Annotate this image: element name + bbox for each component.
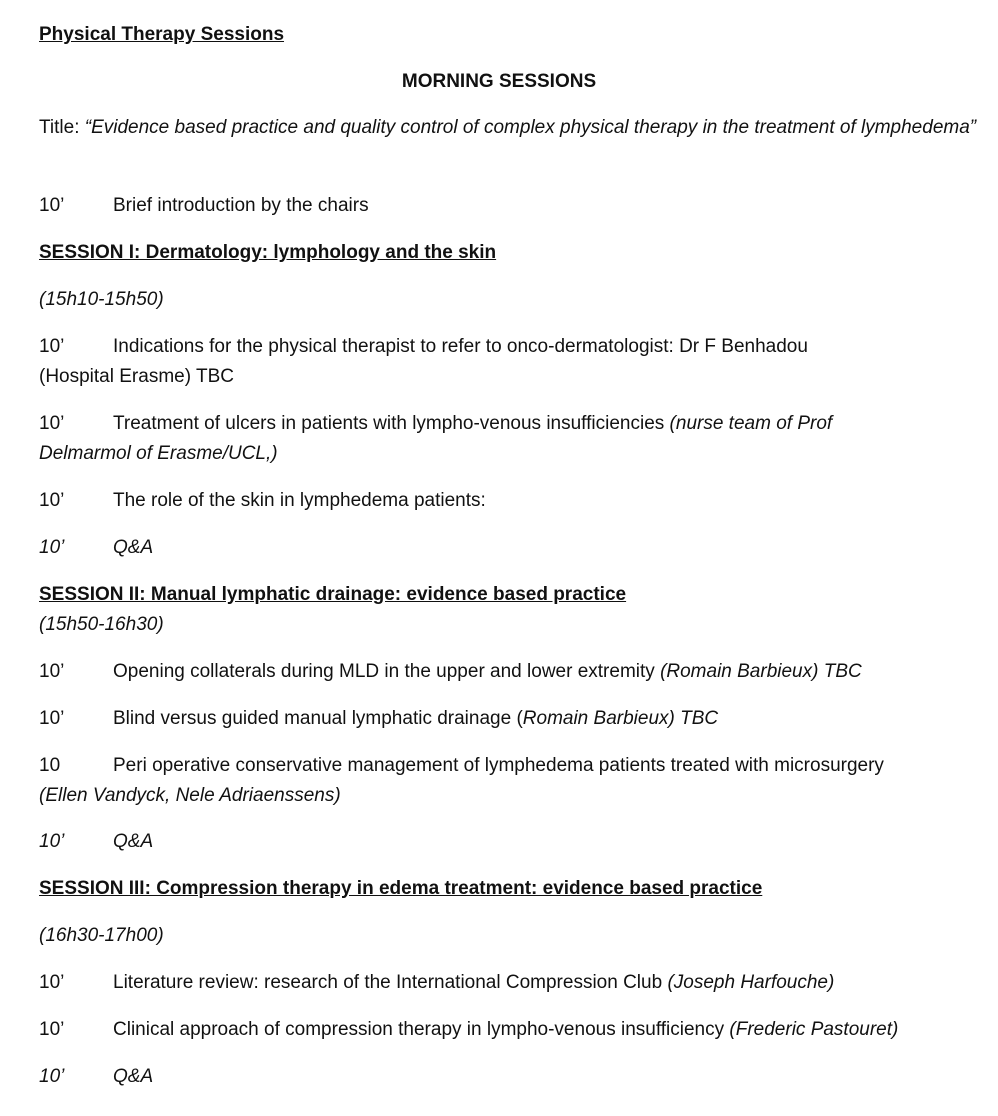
title-text: “Evidence based practice and quality control of complex physical therapy in the treatment of lymphedema”	[84, 117, 977, 138]
item-duration: 10	[39, 755, 61, 776]
item-duration: 10’	[39, 972, 65, 993]
item-duration: 10’	[39, 831, 65, 852]
item-text: Literature review: research of the International Compression Club	[113, 972, 668, 993]
session-3-time: (16h30-17h00)	[39, 925, 164, 946]
session-1-item-1	[39, 331, 984, 362]
title-label: Title:	[39, 117, 85, 138]
session-1-qa	[39, 532, 984, 563]
item-speaker: (Joseph Harfouche)	[667, 972, 835, 993]
item-duration: 10’	[39, 336, 65, 357]
session-2-item-1	[39, 656, 984, 687]
session-3-qa	[39, 1061, 984, 1092]
morning-sessions-heading: MORNING SESSIONS	[401, 71, 597, 92]
session-2-item-3	[39, 750, 984, 781]
item-duration: 10’	[39, 1019, 65, 1040]
item-duration: 10’	[39, 708, 65, 729]
item-duration: 10’	[39, 413, 65, 434]
item-speaker: Romain Barbieux) TBC	[522, 708, 719, 729]
session-3-heading: SESSION III: Compression therapy in edema treatment: evidence based practice	[39, 878, 763, 899]
item-text: Opening collaterals during MLD in the upper and lower extremity	[113, 661, 661, 682]
session-2-qa	[39, 826, 984, 857]
item-duration: 10’	[39, 661, 65, 682]
session-1-item-3	[39, 485, 984, 516]
item-duration: 10’	[39, 195, 65, 216]
item-text: Q&A	[113, 831, 154, 852]
intro-item	[39, 190, 984, 221]
session-3-item-1	[39, 967, 984, 998]
session-1-item-2-continuation: Delmarmol of Erasme/UCL,)	[39, 443, 278, 464]
item-text: Q&A	[113, 1066, 154, 1087]
session-1-item-2	[39, 408, 984, 439]
item-text: The role of the skin in lymphedema patients:	[113, 490, 486, 511]
item-text: Clinical approach of compression therapy in lympho-venous insufficiency	[113, 1019, 730, 1040]
item-duration: 10’	[39, 490, 65, 511]
session-1-item-1-continuation: (Hospital Erasme) TBC	[39, 366, 234, 387]
item-duration: 10’	[39, 1066, 65, 1087]
item-speaker: (Frederic Pastouret)	[729, 1019, 899, 1040]
session-2-item-3-continuation: (Ellen Vandyck, Nele Adriaenssens)	[39, 785, 341, 806]
program-title	[39, 113, 984, 142]
item-text: Blind versus guided manual lymphatic drainage (	[113, 708, 523, 729]
session-2-item-2	[39, 703, 984, 734]
item-speaker: (Romain Barbieux) TBC	[660, 661, 862, 682]
item-text: Brief introduction by the chairs	[113, 195, 369, 216]
session-2-time: (15h50-16h30)	[39, 614, 164, 635]
document-title: Physical Therapy Sessions	[39, 24, 285, 45]
session-1-time: (15h10-15h50)	[39, 289, 164, 310]
item-text: Peri operative conservative management of lymphedema patients treated with microsurgery	[113, 755, 884, 776]
session-1-heading: SESSION I: Dermatology: lymphology and the skin	[39, 242, 497, 263]
item-duration: 10’	[39, 537, 65, 558]
item-text: Treatment of ulcers in patients with lympho-venous insufficiencies	[113, 413, 670, 434]
session-2-heading: SESSION II: Manual lymphatic drainage: evidence based practice	[39, 584, 627, 605]
item-speaker: (nurse team of Prof	[669, 413, 833, 434]
session-3-item-2	[39, 1014, 984, 1045]
item-text: Indications for the physical therapist to refer to onco-dermatologist: Dr F Benhadou	[113, 336, 808, 357]
item-text: Q&A	[113, 537, 154, 558]
